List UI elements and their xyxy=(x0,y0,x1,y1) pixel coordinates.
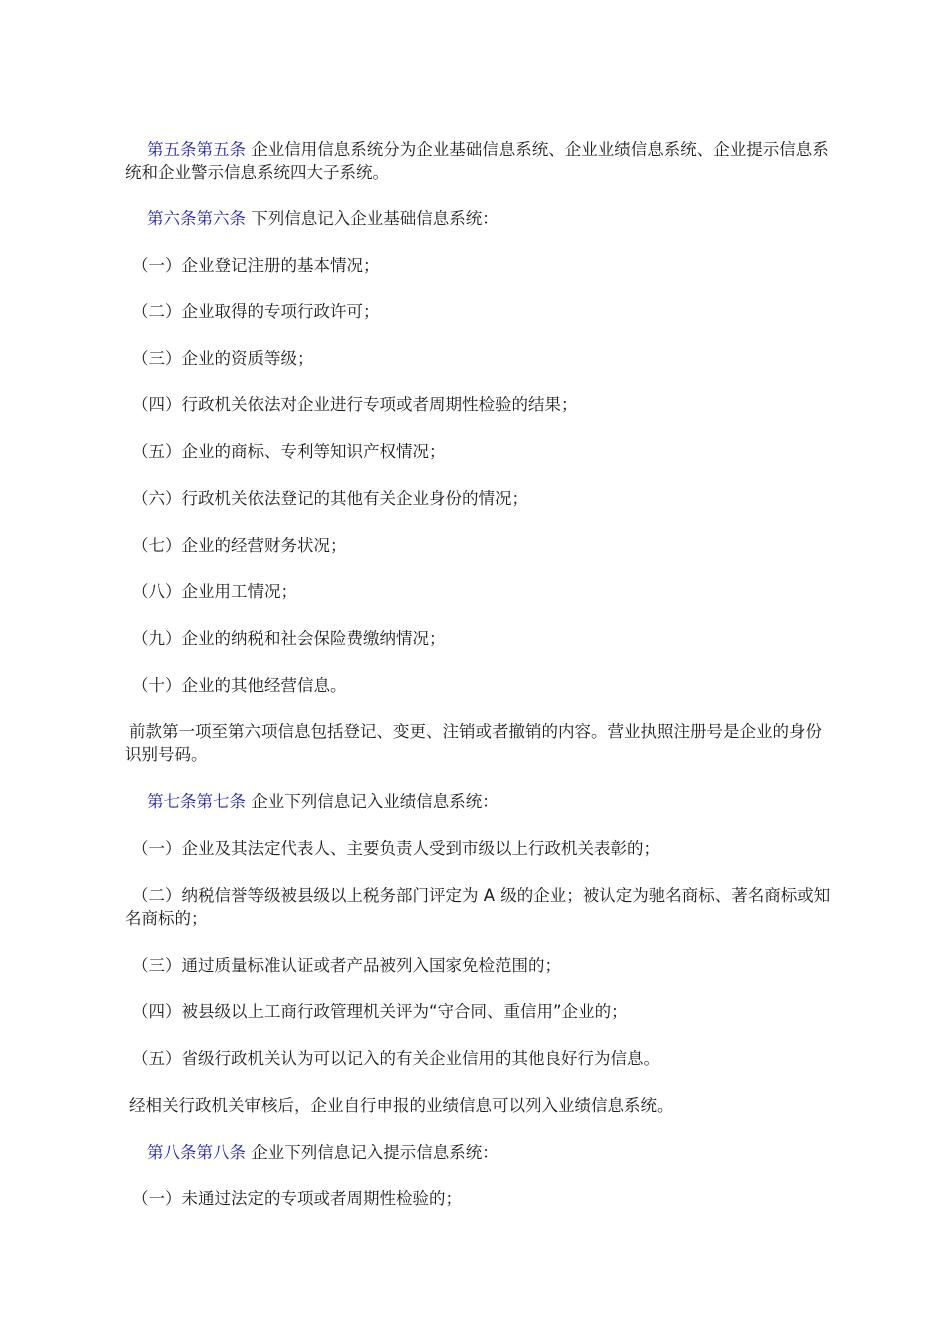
list-item: （四）行政机关依法对企业进行专项或者周期性检验的结果； xyxy=(132,395,578,414)
article-8-label[interactable]: 第八条第八条 xyxy=(147,1143,246,1162)
article-6-text: 下列信息记入企业基础信息系统： xyxy=(246,209,499,228)
article-5-text: 企业信用信息系统分为企业基础信息系统、企业业绩信息系统、企业提示信息系统和企业警示信息系统四大子系统。 xyxy=(125,140,829,182)
article-6 xyxy=(125,207,837,230)
list-item: （七）企业的经营财务状况； xyxy=(132,536,347,555)
list-item: （二）纳税信誉等级被县级以上税务部门评定为 A 级的企业；被认定为驰名商标、著名商标或知名商标的； xyxy=(125,886,831,928)
article-7-label[interactable]: 第七条第七条 xyxy=(147,792,246,811)
list-item: （九）企业的纳税和社会保险费缴纳情况； xyxy=(132,629,446,648)
list-item: （五）省级行政机关认为可以记入的有关企业信用的其他良好行为信息。 xyxy=(132,1049,660,1068)
article-6-note: 前款第一项至第六项信息包括登记、变更、注销或者撤销的内容。营业执照注册号是企业的身份识别号码。 xyxy=(125,722,822,764)
article-6-label[interactable]: 第六条第六条 xyxy=(147,209,246,228)
list-item: （一）企业登记注册的基本情况； xyxy=(132,256,380,275)
article-7-text: 企业下列信息记入业绩信息系统： xyxy=(246,792,499,811)
article-8-text: 企业下列信息记入提示信息系统： xyxy=(246,1143,499,1162)
list-item: （三）企业的资质等级； xyxy=(132,349,314,368)
list-item: （十）企业的其他经营信息。 xyxy=(132,676,347,695)
list-item: （四）被县级以上工商行政管理机关评为“守合同、重信用”企业的； xyxy=(132,1002,628,1021)
list-item: （三）通过质量标准认证或者产品被列入国家免检范围的； xyxy=(132,956,561,975)
article-8 xyxy=(125,1141,837,1164)
list-item: （一）未通过法定的专项或者周期性检验的； xyxy=(132,1189,462,1208)
article-7 xyxy=(125,790,837,813)
article-5 xyxy=(125,138,837,184)
list-item: （八）企业用工情况； xyxy=(132,582,297,601)
article-7-note: 经相关行政机关审核后，企业自行申报的业绩信息可以列入业绩信息系统。 xyxy=(129,1096,674,1115)
article-5-label[interactable]: 第五条第五条 xyxy=(147,140,246,159)
list-item: （五）企业的商标、专利等知识产权情况； xyxy=(132,442,446,461)
list-item: （六）行政机关依法登记的其他有关企业身份的情况； xyxy=(132,489,528,508)
list-item: （二）企业取得的专项行政许可； xyxy=(132,302,380,321)
list-item: （一）企业及其法定代表人、主要负责人受到市级以上行政机关表彰的； xyxy=(132,839,660,858)
